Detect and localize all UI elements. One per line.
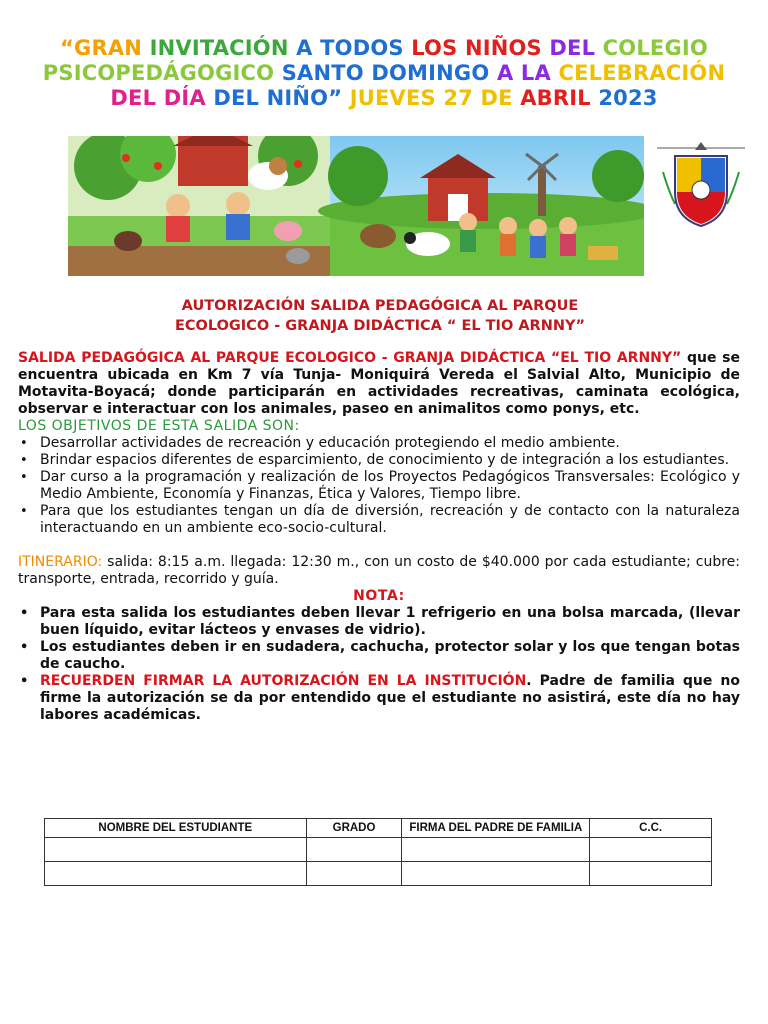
header-parent-signature: FIRMA DEL PADRE DE FAMILIA [402, 819, 590, 838]
nota-title: NOTA: [353, 588, 405, 604]
list-item: • Brindar espacios diferentes de esparcimiento, de conocimiento y de integración a los estudiantes. [20, 452, 730, 468]
invitation-title [30, 36, 738, 111]
document-body [18, 350, 740, 724]
title-part: DEL NIÑO” [213, 86, 350, 110]
list-item: • Los estudiantes deben ir en sudadera, cachucha, protector solar y los que tengan botas de caucho. [20, 639, 740, 672]
bullet-icon: • [20, 470, 28, 485]
reminder-text: RECUERDEN FIRMAR LA AUTORIZACIÓN EN LA INSTITUCIÓN [40, 673, 527, 689]
cell-student-name[interactable] [45, 862, 307, 886]
title-part: DEL [549, 36, 603, 60]
header-grade: GRADO [306, 819, 402, 838]
title-part: COLEGIO PSICOPEDÁGOGICO [42, 36, 708, 85]
title-part: LOS NIÑOS [411, 36, 550, 60]
title-part: CELEBRACIÓN [558, 61, 726, 85]
title-part: A TODOS [296, 36, 412, 60]
title-part: 2023 [598, 86, 658, 110]
cell-parent-signature[interactable] [402, 862, 590, 886]
itinerary-paragraph [18, 554, 740, 588]
bullet-icon: • [20, 606, 29, 621]
cell-grade[interactable] [306, 862, 402, 886]
table-row [45, 862, 712, 886]
nota-list [18, 605, 740, 724]
intro-heading: SALIDA PEDAGÓGICA AL PARQUE ECOLOGICO - GRANJA DIDÁCTICA “EL TIO ARNNY” [18, 350, 682, 366]
school-crest [655, 142, 747, 228]
cell-grade[interactable] [306, 838, 402, 862]
list-item: • RECUERDEN FIRMAR LA AUTORIZACIÓN EN LA INSTITUCIÓN. Padre de familia que no firme la autorización se da por entendido que el estudiante no asistirá, este día no hay labores académicas. [20, 673, 740, 723]
list-item: • Desarrollar actividades de recreación y educación protegiendo el medio ambiente. [20, 435, 620, 451]
objectives-title: LOS OBJETIVOS DE ESTA SALIDA SON: [18, 418, 300, 434]
cell-id[interactable] [590, 838, 712, 862]
header-id: C.C. [590, 819, 712, 838]
itinerary-label: ITINERARIO: [18, 554, 103, 570]
authorization-heading-line2: ECOLOGICO - GRANJA DIDÁCTICA “ EL TIO ARNNY” [174, 318, 586, 334]
bullet-icon: • [20, 504, 28, 519]
objectives-list [18, 435, 740, 537]
bullet-icon: • [20, 436, 28, 451]
title-part: DEL DÍA [110, 86, 214, 110]
intro-paragraph [18, 350, 740, 418]
cell-student-name[interactable] [45, 838, 307, 862]
authorization-heading-line1: AUTORIZACIÓN SALIDA PEDAGÓGICA AL PARQUE [181, 298, 579, 314]
header-student-name: NOMBRE DEL ESTUDIANTE [45, 819, 307, 838]
farm-banner-illustration [68, 136, 644, 276]
authorization-heading [60, 296, 700, 336]
signature-table [44, 818, 712, 886]
title-part: A LA [496, 61, 559, 85]
title-part: “GRAN [60, 36, 150, 60]
title-part: ABRIL [520, 86, 599, 110]
table-row [45, 838, 712, 862]
bullet-icon: • [20, 674, 29, 689]
itinerary-text: salida: 8:15 a.m. llegada: 12:30 m., con un costo de $40.000 por cada estudiante; cubre: transporte, entrada, recorrido y guía. [18, 554, 740, 587]
intro-text: que se encuentra ubicada en Km 7 vía Tunja- Moniquirá Vereda el Salvial Alto, Municipio de Motavita-Boyacá; donde participarán en actividades recreativas, caminata ecológica, observar e interactuar con los animales, paseo en animalitos como ponys, etc. [18, 350, 741, 417]
bullet-icon: • [20, 453, 28, 468]
list-item: • Para que los estudiantes tengan un día de diversión, recreación y de contacto con la naturaleza interactuando en un ambiente eco-socio-cultural. [20, 503, 740, 536]
table-header-row [45, 819, 712, 838]
title-part: SANTO DOMINGO [281, 61, 497, 85]
bullet-icon: • [20, 640, 29, 655]
cell-parent-signature[interactable] [402, 838, 590, 862]
list-item: • Para esta salida los estudiantes deben llevar 1 refrigerio en una bolsa marcada, (llevar buen líquido, evitar lácteos y envases de vidrio). [20, 605, 740, 638]
title-part: INVITACIÓN [149, 36, 297, 60]
cell-id[interactable] [590, 862, 712, 886]
title-part: JUEVES 27 DE [349, 86, 521, 110]
list-item: • Dar curso a la programación y realización de los Proyectos Pedagógicos Transversales: Ecológico y Medio Ambiente, Economía y Finanzas, Ética y Valores, Tiempo libre. [20, 469, 740, 502]
